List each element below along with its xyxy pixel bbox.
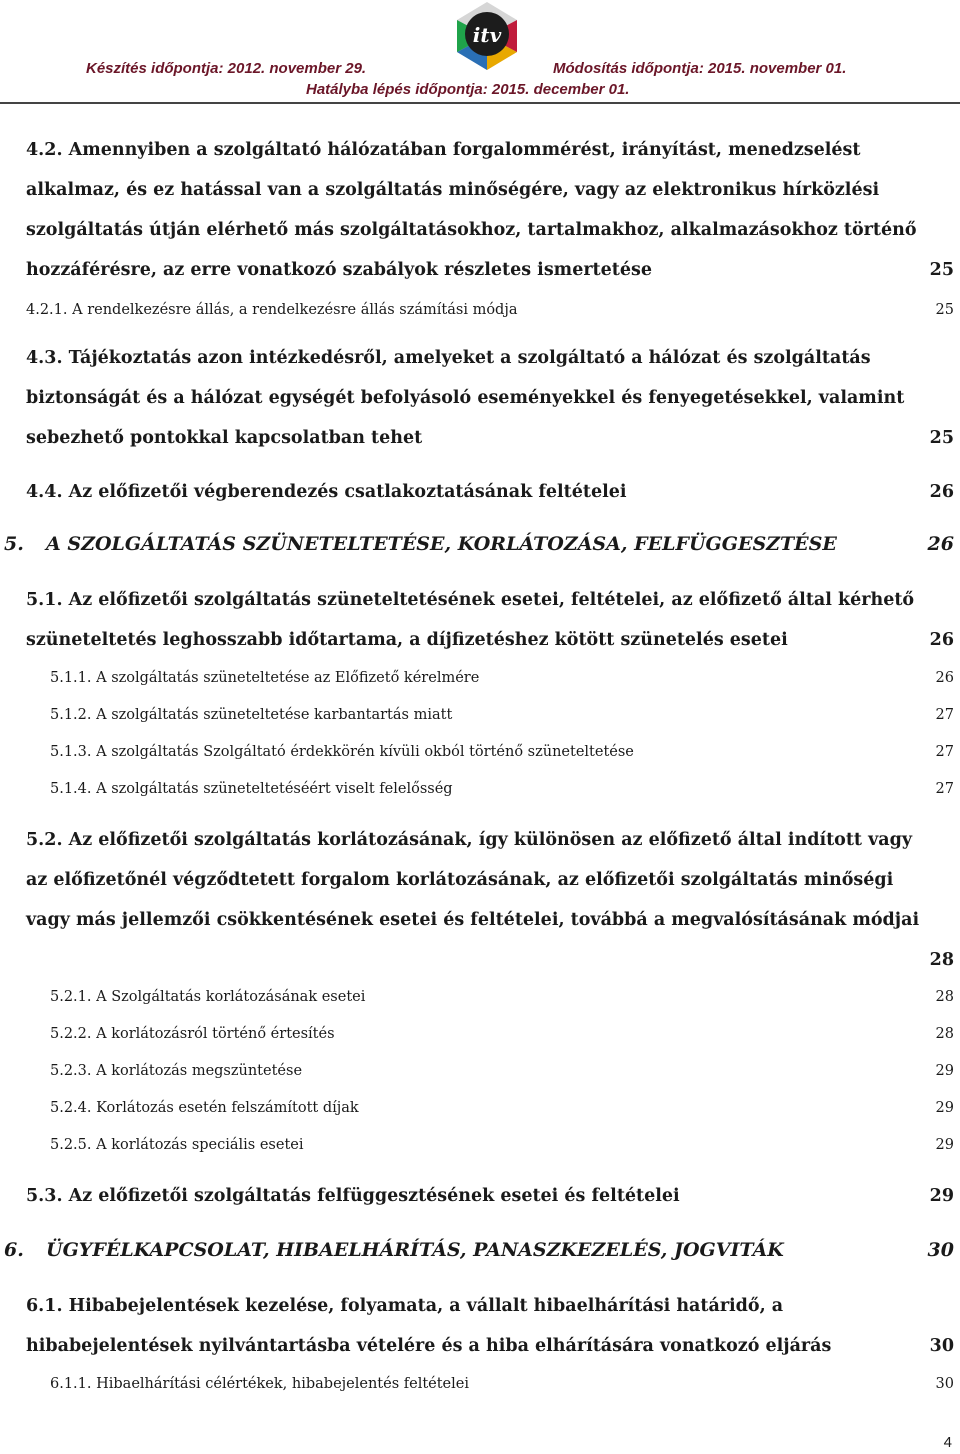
dot-leader xyxy=(636,745,934,760)
toc-entry-4-2[interactable]: 4.2. Amennyiben a szolgáltató hálózatában forgalommérést, irányítást, menedzselést alkalmaz, és ez hatással van a szolgáltatás minőségére, vagy az elektronikus hírközlési szolgáltatás útján elérhető más szolgáltatásokhoz, tartalmakhoz, alkalmazásokhoz történő hozzáférésre, az erre vonatkozó szabályok részletes ismertetése ..... 25 xyxy=(26,130,954,290)
dot-leader xyxy=(471,1377,934,1392)
page-ref: 29 xyxy=(935,1063,954,1079)
page-ref: 27 xyxy=(935,744,954,760)
page-ref: 26 xyxy=(929,482,954,502)
dot-leader xyxy=(337,1027,934,1042)
created-date: Készítés időpontja: 2012. november 29. xyxy=(86,60,367,77)
dot-leader xyxy=(682,1187,928,1205)
svg-text:itv: itv xyxy=(472,23,502,47)
page-ref: 30 xyxy=(935,1376,954,1392)
toc-entry-5-1[interactable]: 5.1. Az előfizetői szolgáltatás szüneteltetésének esetei, feltételei, az előfizető által kérhető szüneteltetés leghosszabb időtartama, a díjfizetéshez kötött szünetelés esetei ..... 26 xyxy=(26,580,954,660)
dot-leader xyxy=(654,261,928,279)
page-ref: 28 xyxy=(935,1026,954,1042)
toc-entry-4-3[interactable]: 4.3. Tájékoztatás azon intézkedésről, amelyeket a szolgáltató a hálózat és szolgáltatás biztonságát és a hálózat egységét befolyásoló eseményekkel és fenyegetésekkel, valamint sebezhető pontokkal kapcsolatban tehet ..... 25 xyxy=(26,338,954,458)
dot-leader xyxy=(833,1337,927,1355)
toc-entry-5-1-2[interactable]: 5.1.2. A szolgáltatás szüneteltetése karbantartás miatt ..... 27 xyxy=(50,697,954,733)
dot-leader xyxy=(367,990,933,1005)
toc-entry-5-3[interactable]: 5.3. Az előfizetői szolgáltatás felfüggesztésének esetei és feltételei ..... 29 xyxy=(26,1176,954,1216)
toc-entry-6-1[interactable]: 6.1. Hibabejelentések kezelése, folyamata, a vállalt hibaelhárítási határidő, a hibabejelentések nyilvántartásba vételére és a hiba elhárítására vonatkozó eljárás ..... 30 xyxy=(26,1286,954,1366)
page-ref: 29 xyxy=(935,1100,954,1116)
page-header xyxy=(0,0,960,104)
page-ref: 29 xyxy=(929,1186,954,1206)
effective-date: Hatályba lépés időpontja: 2015. december 01. xyxy=(306,81,630,98)
page-ref: 25 xyxy=(929,428,954,448)
page-ref: 28 xyxy=(929,950,954,970)
toc-entry-5-2-3[interactable]: 5.2.3. A korlátozás megszüntetése ..... 29 xyxy=(50,1053,954,1089)
toc-entry-5-2[interactable]: 5.2. Az előfizetői szolgáltatás korlátozásának, így különösen az előfizető által indított vagy az előfizetőnél végződtetett forgalom korlátozásának, az előfizetői szolgáltatás minőségi vagy más jellemzői csökkentésének esetei és feltételei, továbbá a megvalósításának módjai ..... 28 xyxy=(26,820,954,980)
dot-leader xyxy=(28,951,928,969)
page-ref: 30 xyxy=(927,1239,954,1261)
header-rule xyxy=(0,102,960,104)
toc-entry-4-4[interactable]: 4.4. Az előfizetői végberendezés csatlakoztatásának feltételei ..... 26 xyxy=(26,472,954,512)
itv-logo xyxy=(451,0,523,72)
dot-leader xyxy=(361,1101,934,1116)
modified-date: Módosítás időpontja: 2015. november 01. xyxy=(553,60,847,77)
page-ref: 27 xyxy=(935,707,954,723)
toc-entry-5-2-2[interactable]: 5.2.2. A korlátozásról történő értesítés ..... 28 xyxy=(50,1016,954,1052)
dot-leader xyxy=(304,1064,934,1079)
page-ref: 29 xyxy=(935,1137,954,1153)
dot-leader xyxy=(839,535,926,554)
toc-entry-6-1-1[interactable]: 6.1.1. Hibaelhárítási célértékek, hibabejelentés feltételei ..... 30 xyxy=(50,1366,954,1402)
toc-entry-5-1-4[interactable]: 5.1.4. A szolgáltatás szüneteltetéséért viselt felelősség ..... 27 xyxy=(50,771,954,807)
page-ref: 26 xyxy=(935,670,954,686)
dot-leader xyxy=(306,1138,934,1153)
page-ref: 25 xyxy=(929,260,954,280)
page-ref: 28 xyxy=(935,989,954,1005)
page-ref: 26 xyxy=(927,533,954,555)
toc-entry-4-2-1[interactable]: 4.2.1. A rendelkezésre állás, a rendelkezésre állás számítási módja ..... 25 xyxy=(26,292,954,328)
toc-entry-5-2-4[interactable]: 5.2.4. Korlátozás esetén felszámított díjak ..... 29 xyxy=(50,1090,954,1126)
dot-leader xyxy=(786,1241,926,1260)
page-ref: 25 xyxy=(935,302,954,318)
toc-entry-5-1-1[interactable]: 5.1.1. A szolgáltatás szüneteltetése az Előfizető kérelmére ..... 26 xyxy=(50,660,954,696)
toc-entry-5-2-5[interactable]: 5.2.5. A korlátozás speciális esetei ..... 29 xyxy=(50,1127,954,1163)
page-ref: 30 xyxy=(929,1336,954,1356)
dot-leader xyxy=(455,782,934,797)
dot-leader xyxy=(454,708,933,723)
dot-leader xyxy=(790,631,928,649)
page-ref: 26 xyxy=(929,630,954,650)
toc-entry-5-1-3[interactable]: 5.1.3. A szolgáltatás Szolgáltató érdekkörén kívüli okból történő szüneteltetése ..... 27 xyxy=(50,734,954,770)
page-number: 4 xyxy=(943,1434,952,1451)
dot-leader xyxy=(519,303,933,318)
dot-leader xyxy=(629,483,928,501)
dot-leader xyxy=(481,671,933,686)
toc-entry-6[interactable]: 6. ÜGYFÉLKAPCSOLAT, HIBAELHÁRÍTÁS, PANASZKEZELÉS, JOGVITÁK ..... 30 xyxy=(4,1230,954,1270)
dot-leader xyxy=(424,429,927,447)
toc-entry-5-2-1[interactable]: 5.2.1. A Szolgáltatás korlátozásának esetei ..... 28 xyxy=(50,979,954,1015)
page-ref: 27 xyxy=(935,781,954,797)
toc-entry-5[interactable]: 5. A SZOLGÁLTATÁS SZÜNETELTETÉSE, KORLÁTOZÁSA, FELFÜGGESZTÉSE ..... 26 xyxy=(4,524,954,564)
